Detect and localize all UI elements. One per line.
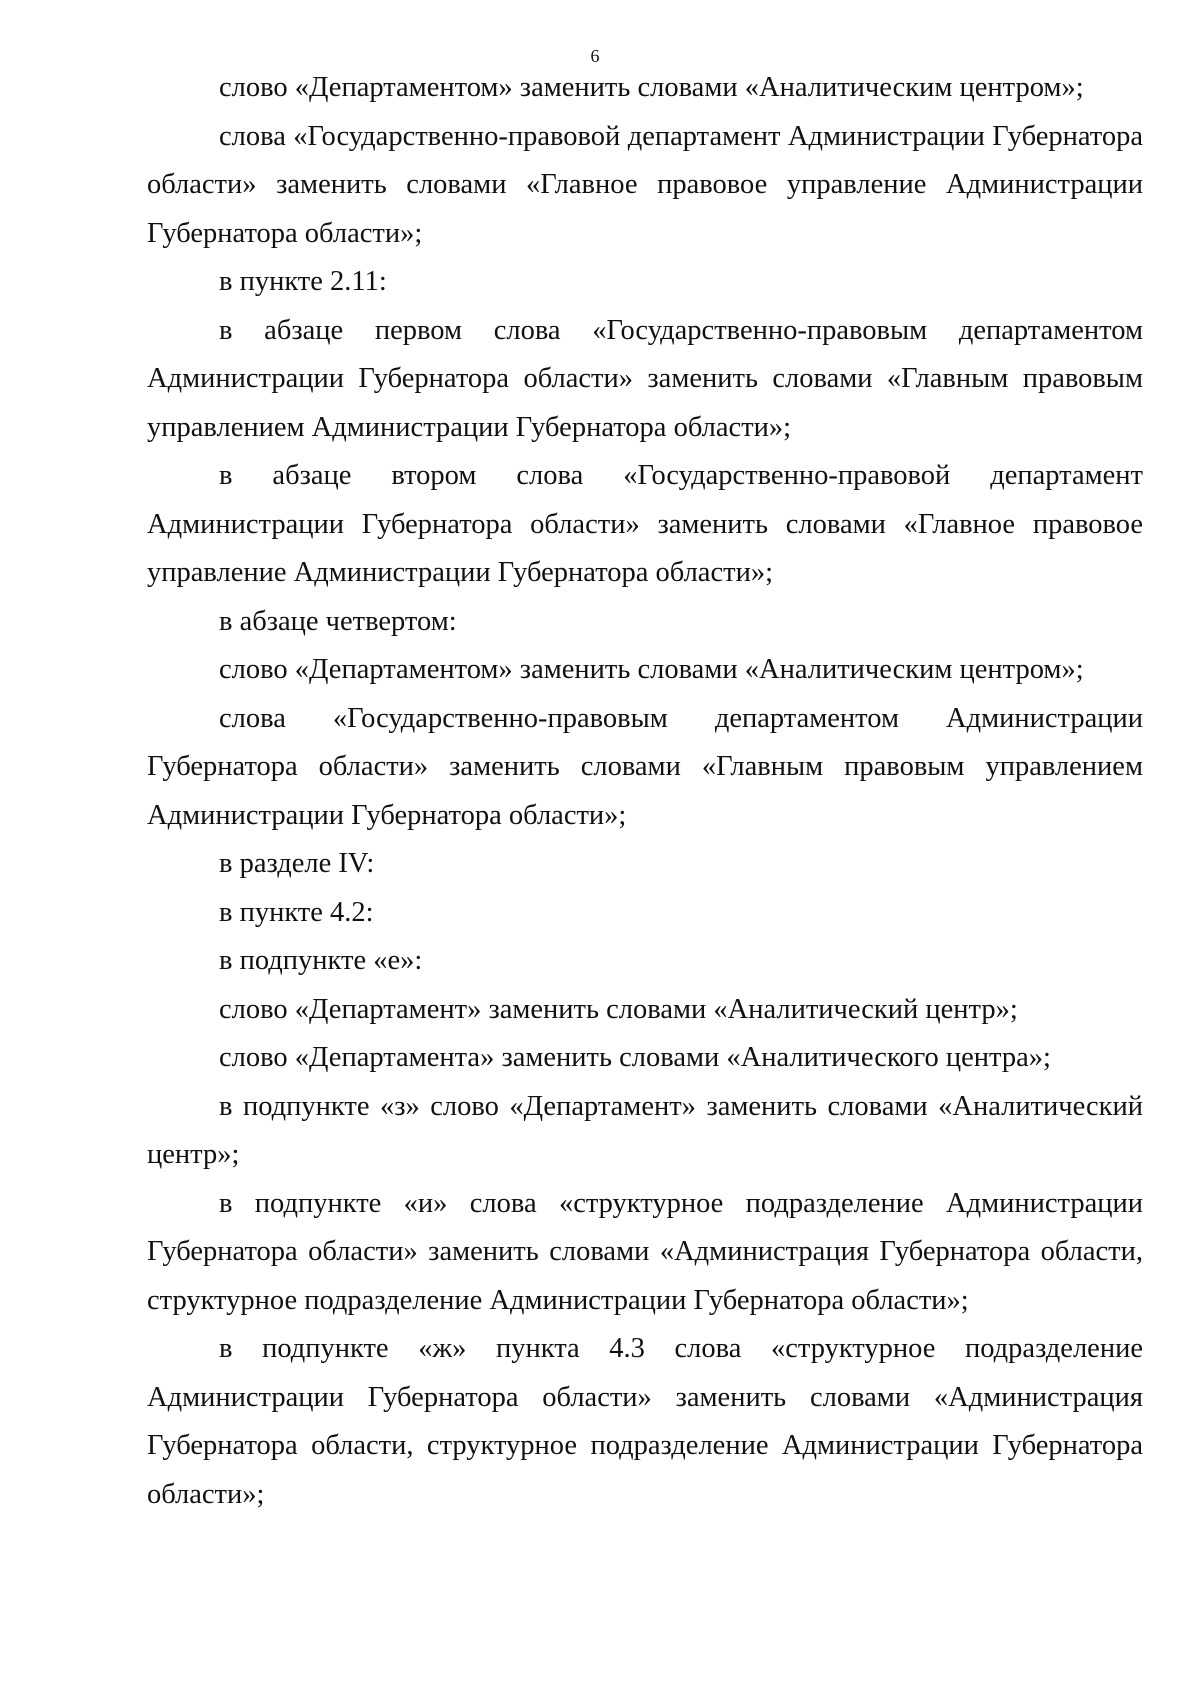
paragraph: в подпункте «з» слово «Департамент» заменить словами «Аналитический центр»; bbox=[147, 1090, 1143, 1170]
paragraph: в подпункте «ж» пункта 4.3 слова «структурное подразделение Администрации Губернатора области» заменить словами «Администрация Губернатора области, структурное подразделение Администрации Губернатора области»; bbox=[147, 1333, 1143, 1510]
page-number: 6 bbox=[590, 46, 600, 66]
paragraph: в подпункте «е»: bbox=[219, 945, 423, 976]
paragraph: в абзаце четвертом: bbox=[219, 605, 457, 637]
paragraph: в пункте 2.11: bbox=[219, 266, 387, 297]
paragraph: в пункте 4.2: bbox=[219, 896, 374, 928]
paragraph: в абзаце первом слова «Государственно-правовым департаментом Администрации Губернатора области» заменить словами «Главным правовым управлением Администрации Губернатора области»; bbox=[147, 314, 1143, 443]
paragraph: слово «Департаментом» заменить словами «Аналитическим центром»; bbox=[219, 654, 1084, 685]
paragraph: в разделе IV: bbox=[219, 848, 375, 879]
paragraph: в абзаце втором слова «Государственно-правовой департамент Администрации Губернатора области» заменить словами «Главное правовое управление Администрации Губернатора области»; bbox=[147, 460, 1143, 588]
paragraph: слово «Департамента» заменить словами «Аналитического центра»; bbox=[219, 1042, 1051, 1073]
paragraph: слово «Департаментом» заменить словами «Аналитическим центром»; bbox=[219, 72, 1084, 103]
paragraph: слова «Государственно-правовым департаментом Администрации Губернатора области» заменить словами «Главным правовым управлением Администрации Губернатора области»; bbox=[147, 702, 1143, 831]
document-body bbox=[147, 64, 1143, 1519]
paragraph: в подпункте «и» слова «структурное подразделение Администрации Губернатора области» заменить словами «Администрация Губернатора области, структурное подразделение Администрации Губернатора области»; bbox=[147, 1187, 1143, 1316]
paragraph: слова «Государственно-правовой департамент Администрации Губернатора области» заменить словами «Главное правовое управление Администрации Губернатора области»; bbox=[147, 120, 1143, 249]
paragraph: слово «Департамент» заменить словами «Аналитический центр»; bbox=[219, 993, 1018, 1025]
